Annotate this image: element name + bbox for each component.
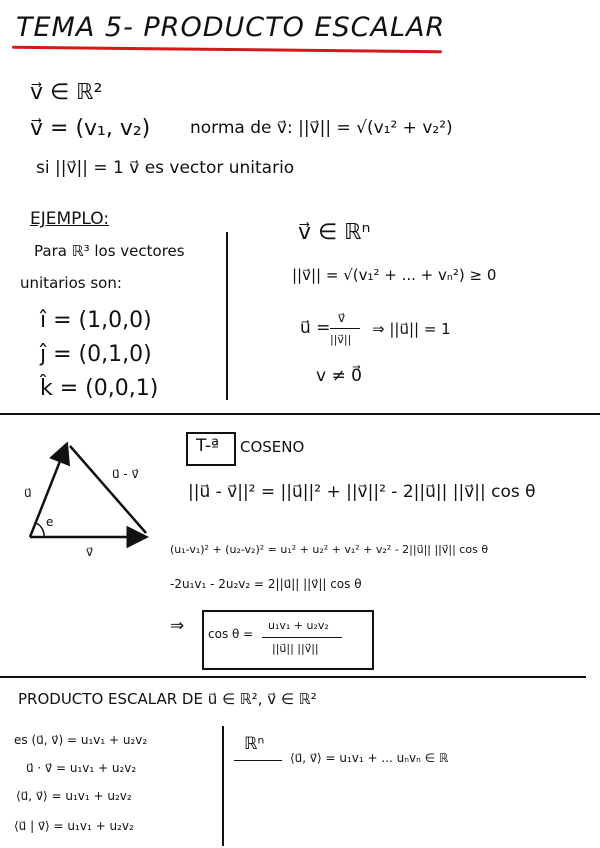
producto-rn-label: ℝⁿ [244,734,265,754]
unit-vector-i: î = (1,0,0) [40,308,152,333]
producto-def-2: u⃗ · v⃗ = u₁v₁ + u₂v₂ [26,761,137,775]
coseno-eq-3: -2u₁v₁ - 2u₂v₂ = 2||u⃗|| ||v⃗|| cos θ [170,577,362,591]
theta-arc [36,523,44,537]
triangle-label-u: u⃗ [24,486,32,500]
cos-result-bar [262,637,342,638]
unit-vector-definition: si ||v⃗|| = 1 v⃗ es vector unitario [36,158,295,178]
norm-rn: ||v⃗|| = √(v₁² + ... + vₙ²) ≥ 0 [292,266,497,284]
unit-vector-j: ĵ = (0,1,0) [40,342,152,367]
title-underline [12,46,442,54]
producto-rn-arrow [234,760,282,761]
coseno-eq-2: (u₁-v₁)² + (u₂-v₂)² = u₁² + u₂² + v₁² + v₂² - 2||u⃗|| ||v⃗|| cos θ [170,543,489,556]
unit-u-frac-num: v⃗ [338,311,346,325]
vector-diff-arrow [70,446,146,533]
vector-components: v⃗ = (v₁, v₂) [30,116,151,141]
producto-def-4: ⟨u⃗ | v⃗⟩ = u₁v₁ + u₂v₂ [14,819,134,833]
unit-vector-k: k̂ = (0,0,1) [40,376,159,401]
triangle-label-diff: u⃗ - v⃗ [112,467,139,481]
producto-heading: PRODUCTO ESCALAR DE u⃗ ∈ ℝ², v⃗ ∈ ℝ² [18,690,317,708]
cos-result-den: ||u⃗|| ||v⃗|| [272,642,319,655]
ejemplo-text-1: Para ℝ³ los vectores [34,242,185,260]
norma-definition: norma de v⃗: ||v⃗|| = √(v₁² + v₂²) [190,118,453,138]
producto-rn-formula: ⟨u⃗, v⃗⟩ = u₁v₁ + ... uₙvₙ ∈ ℝ [290,751,449,765]
producto-def-3: ⟨u⃗, v⃗⟩ = u₁v₁ + u₂v₂ [16,789,132,803]
unit-u-frac-bar [330,328,360,329]
triangle-label-theta: e [46,515,54,529]
vector-in-r2: v⃗ ∈ ℝ² [30,80,103,105]
unit-u-lhs: u⃗ = [300,318,331,338]
implies-arrow: ⇒ [170,616,185,636]
section-divider-1 [0,413,600,415]
producto-divider [222,726,224,846]
section-divider-2 [0,676,586,678]
vector-in-rn: v⃗ ∈ ℝⁿ [298,220,371,245]
unit-u-result: ⇒ ||u⃗|| = 1 [372,320,451,338]
ejemplo-heading: EJEMPLO: [30,209,110,229]
coseno-heading: COSENO [240,438,305,456]
unit-u-frac-den: ||v⃗|| [330,333,352,346]
ejemplo-divider [226,232,228,400]
cos-result-lhs: cos θ = [208,627,254,641]
page-title: TEMA 5- PRODUCTO ESCALAR [16,12,446,43]
v-not-zero: v ≠ 0⃗ [316,366,362,386]
producto-def-1: es (u⃗, v⃗) = u₁v₁ + u₂v₂ [14,733,148,747]
theorem-label: T-ª [196,436,219,456]
triangle-label-v: v⃗ [86,545,94,559]
cos-result-num: u₁v₁ + u₂v₂ [268,619,329,632]
ejemplo-text-2: unitarios son: [20,274,122,292]
coseno-eq-1: ||u⃗ - v⃗||² = ||u⃗||² + ||v⃗||² - 2||u⃗|| ||v⃗|| cos θ [188,482,536,502]
